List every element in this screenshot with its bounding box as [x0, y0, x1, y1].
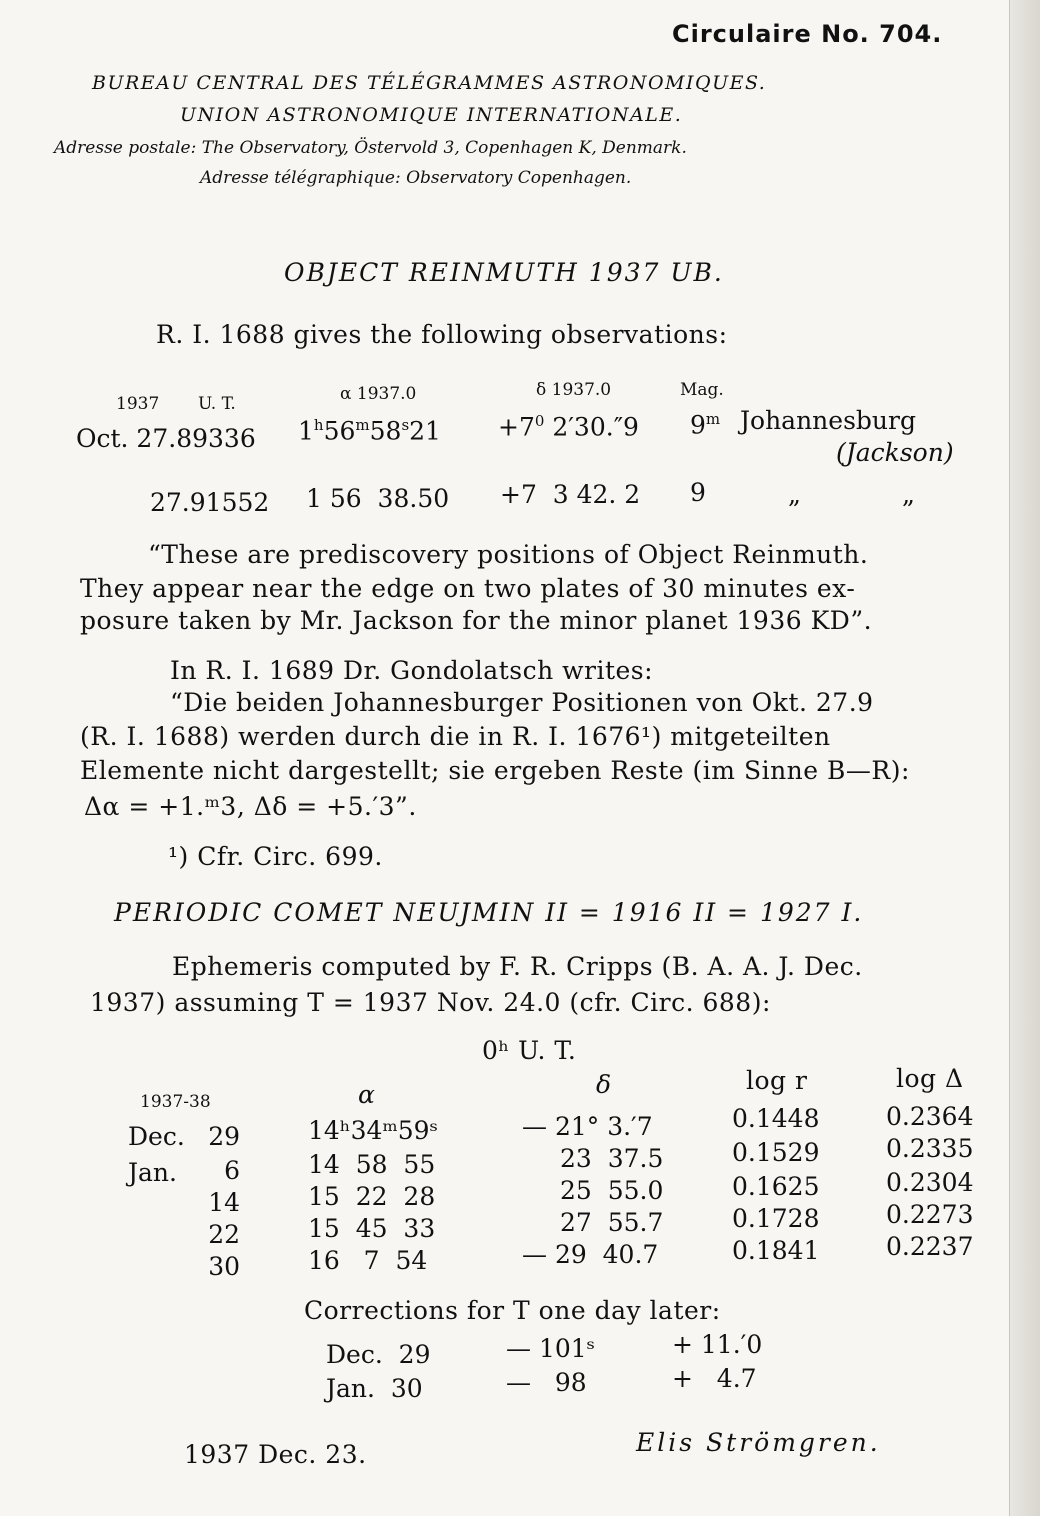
footer-date: 1937 Dec. 23.: [184, 1440, 367, 1469]
obs-row2-mag: 9: [690, 478, 706, 507]
eph-row5-logd: 0.2237: [886, 1232, 974, 1261]
obs-row1-place: Johannesburg: [740, 406, 916, 435]
obs-row1-mag: 9$^m$: [690, 410, 721, 440]
eph-row1-delta: — 21° 3.′7: [522, 1112, 653, 1141]
header-bureau: BUREAU CENTRAL DES TÉLÉGRAMMES ASTRONOMIQUES.: [92, 72, 767, 94]
obs-header-mag: Mag.: [680, 380, 724, 400]
obs-row1-dec: $+7^0$ 2′30.″9: [498, 412, 639, 442]
obs-row2-dec: +7 3 42. 2: [500, 480, 641, 509]
eph-row1-month: Dec.: [128, 1122, 185, 1151]
page-binding-edge: [1009, 0, 1040, 1516]
correction2-dalpha: — 98: [506, 1368, 587, 1397]
eph-row1-alpha: 14ʰ34ᵐ59ˢ: [308, 1116, 439, 1145]
eph-row2-alpha: 14 58 55: [308, 1150, 436, 1179]
correction2-date: Jan. 30: [326, 1374, 423, 1403]
correction1-dalpha: — 101ˢ: [506, 1334, 596, 1363]
section1-intro: R. I. 1688 gives the following observations:: [156, 320, 728, 349]
eph-row1-logd: 0.2364: [886, 1102, 974, 1131]
eph-row3-logd: 0.2304: [886, 1168, 974, 1197]
ephemeris-header-years: 1937-38: [140, 1092, 211, 1112]
eph-row3-logr: 0.1625: [732, 1172, 820, 1201]
footnote: ¹) Cfr. Circ. 699.: [168, 842, 383, 871]
section-title-object-reinmuth: OBJECT REINMUTH 1937 UB.: [284, 258, 724, 287]
eph-row1-logr: 0.1448: [732, 1104, 820, 1133]
eph-row5-delta: — 29 40.7: [522, 1240, 659, 1269]
quote1-line1: “These are prediscovery positions of Object Reinmuth.: [148, 540, 869, 569]
eph-row3-delta: 25 55.0: [560, 1176, 664, 1205]
footer-signature: Elis Strömgren.: [636, 1428, 881, 1457]
eph-row1-day: 29: [208, 1122, 240, 1151]
quote2-line1: “Die beiden Johannesburger Positionen von Okt. 27.9: [170, 688, 874, 717]
eph-row2-day: 6: [224, 1156, 240, 1185]
correction2-ddelta: + 4.7: [672, 1364, 757, 1393]
quote2-line3: Elemente nicht dargestellt; sie ergeben Reste (im Sinne B—R):: [80, 756, 910, 785]
correction1-ddelta: + 11.′0: [672, 1330, 763, 1359]
circular-number: Circulaire No. 704.: [672, 20, 943, 48]
obs-row2-date: 27.91552: [150, 488, 270, 517]
obs-row2-ra: 1 56 38.50: [306, 484, 450, 513]
eph-row4-day: 22: [208, 1220, 240, 1249]
header-telegraphic-address: Adresse télégraphique: Observatory Copenhagen.: [200, 168, 632, 188]
eph-row2-logr: 0.1529: [732, 1138, 820, 1167]
ephemeris-header-delta: δ: [596, 1070, 612, 1099]
eph-row4-alpha: 15 45 33: [308, 1214, 436, 1243]
quote1-line2: They appear near the edge on two plates of 30 minutes ex-: [80, 574, 856, 603]
obs-header-alpha: α 1937.0: [340, 384, 417, 404]
ephemeris-header-alpha: α: [358, 1080, 376, 1109]
header-union: UNION ASTRONOMIQUE INTERNATIONALE.: [180, 104, 683, 126]
eph-row5-alpha: 16 7 54: [308, 1246, 428, 1275]
eph-row2-logd: 0.2335: [886, 1134, 974, 1163]
header-postal-address: Adresse postale: The Observatory, Östervold 3, Copenhagen K, Denmark.: [54, 138, 687, 158]
eph-row3-day: 14: [208, 1188, 240, 1217]
eph-row5-logr: 0.1841: [732, 1236, 820, 1265]
eph-row3-alpha: 15 22 28: [308, 1182, 436, 1211]
eph-row2-delta: 23 37.5: [560, 1144, 664, 1173]
corrections-title: Corrections for T one day later:: [304, 1296, 721, 1325]
obs-row2-place-ditto: „: [788, 480, 801, 509]
ephemeris-header-logd: log Δ: [896, 1064, 964, 1093]
quote2-line2: (R. I. 1688) werden durch die in R. I. 1676¹) mitgeteilten: [80, 722, 831, 751]
eph-row4-logr: 0.1728: [732, 1204, 820, 1233]
obs-header-ut: U. T.: [198, 394, 236, 414]
ephemeris-header-logr: log r: [746, 1066, 808, 1095]
obs-row1-ra: 1$^h$56$^m$58$^s$21: [298, 416, 441, 446]
ephemeris-ut-header: 0ʰ U. T.: [482, 1036, 577, 1065]
quote2-line4: Δα = +1.ᵐ3, Δδ = +5.′3”.: [84, 792, 417, 821]
eph-row4-logd: 0.2273: [886, 1200, 974, 1229]
obs-row1-date: Oct. 27.89336: [76, 424, 256, 453]
correction1-date: Dec. 29: [326, 1340, 431, 1369]
obs-header-delta: δ 1937.0: [536, 380, 612, 400]
section2-intro-line2: 1937) assuming T = 1937 Nov. 24.0 (cfr. Circ. 688):: [90, 988, 771, 1017]
eph-row5-day: 30: [208, 1252, 240, 1281]
gondolatsch-intro: In R. I. 1689 Dr. Gondolatsch writes:: [170, 656, 654, 685]
section2-intro-line1: Ephemeris computed by F. R. Cripps (B. A. A. J. Dec.: [172, 952, 863, 981]
eph-row4-delta: 27 55.7: [560, 1208, 664, 1237]
obs-header-year: 1937: [116, 394, 160, 414]
section-title-comet-neujmin: PERIODIC COMET NEUJMIN II = 1916 II = 1927 I.: [114, 898, 864, 927]
eph-row2-month: Jan.: [128, 1158, 177, 1187]
obs-row1-observer: (Jackson): [836, 438, 954, 467]
quote1-line3: posure taken by Mr. Jackson for the minor planet 1936 KD”.: [80, 606, 873, 635]
obs-row2-observer-ditto: „: [902, 480, 915, 509]
